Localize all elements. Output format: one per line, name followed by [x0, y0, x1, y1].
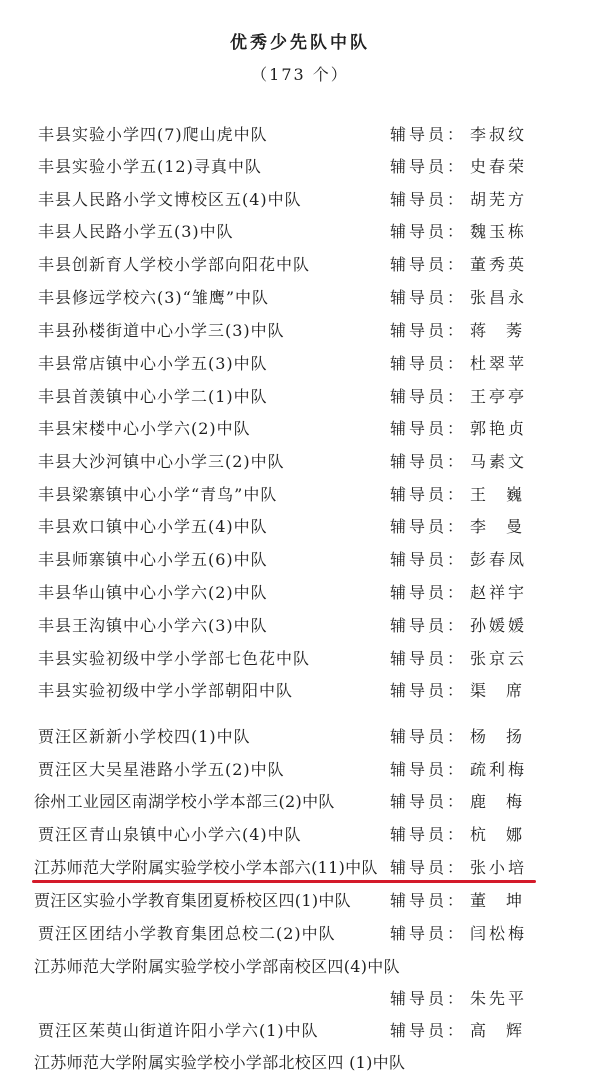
counselor-name: 张昌永 [470, 288, 528, 307]
unit-name: 徐州工业园区南湖学校小学本部三(2)中队 [34, 792, 335, 811]
list-item [0, 219, 600, 245]
counselor-label: 辅导员： [390, 989, 467, 1008]
counselor-name: 杜翠苹 [470, 354, 528, 373]
list-item [0, 646, 600, 672]
list-item [0, 1050, 600, 1076]
counselor-name: 杭娜 [470, 825, 543, 844]
counselor-name: 王亭亭 [470, 387, 528, 406]
unit-name: 贾汪区团结小学教育集团总校二(2)中队 [38, 924, 336, 943]
counselor-label: 辅导员： [390, 419, 467, 438]
counselor-name: 高辉 [470, 1021, 543, 1040]
unit-name: 丰县师寨镇中心小学五(6)中队 [38, 550, 268, 569]
list-item [0, 547, 600, 573]
list-item [0, 986, 600, 1012]
list-item [0, 954, 600, 980]
counselor-name: 渠席 [470, 681, 543, 700]
unit-name: 江苏师范大学附属实验学校小学本部六(11)中队 [34, 858, 378, 877]
counselor-name: 魏玉栋 [470, 222, 528, 241]
counselor-name: 闫松梅 [470, 924, 528, 943]
list-item [0, 482, 600, 508]
counselor-label: 辅导员： [390, 924, 467, 943]
counselor-label: 辅导员： [390, 517, 467, 536]
list-item [0, 855, 600, 881]
counselor-label: 辅导员： [390, 321, 467, 340]
counselor-label: 辅导员： [390, 190, 467, 209]
unit-name: 贾汪区实验小学教育集团夏桥校区四(1)中队 [34, 891, 351, 910]
unit-name: 江苏师范大学附属实验学校小学部北校区四 (1)中队 [34, 1053, 406, 1072]
counselor-label: 辅导员： [390, 255, 467, 274]
counselor-name: 赵祥宇 [470, 583, 528, 602]
counselor-label: 辅导员： [390, 727, 467, 746]
counselor-name: 董秀英 [470, 255, 528, 274]
unit-name: 丰县首羡镇中心小学二(1)中队 [38, 387, 268, 406]
counselor-name: 郭艳贞 [470, 419, 528, 438]
award-count: （173 个） [251, 65, 349, 84]
counselor-label: 辅导员： [390, 452, 467, 471]
counselor-name: 彭春凤 [470, 550, 528, 569]
unit-name: 丰县创新育人学校小学部向阳花中队 [38, 255, 311, 274]
unit-name: 丰县梁寨镇中心小学“青鸟”中队 [38, 485, 278, 504]
counselor-label: 辅导员： [390, 760, 467, 779]
unit-name: 丰县孙楼街道中心小学三(3)中队 [38, 321, 285, 340]
list-item [0, 318, 600, 344]
counselor-label: 辅导员： [390, 1021, 467, 1040]
list-item [0, 613, 600, 639]
list-item [0, 514, 600, 540]
counselor-name: 张京云 [470, 649, 528, 668]
counselor-name: 孙媛媛 [470, 616, 528, 635]
counselor-name: 李叔纹 [470, 125, 528, 144]
unit-name: 江苏师范大学附属实验学校小学部南校区四(4)中队 [34, 957, 400, 976]
list-item [0, 449, 600, 475]
counselor-name: 马素文 [470, 452, 528, 471]
list-item [0, 351, 600, 377]
list-item [0, 789, 600, 815]
unit-name: 丰县大沙河镇中心小学三(2)中队 [38, 452, 285, 471]
unit-name: 丰县实验初级中学小学部七色花中队 [38, 649, 311, 668]
list-item [0, 154, 600, 180]
list-item [0, 921, 600, 947]
counselor-name: 张小培 [470, 858, 528, 877]
counselor-name: 董坤 [470, 891, 543, 910]
counselor-label: 辅导员： [390, 125, 467, 144]
list-item [0, 678, 600, 704]
counselor-label: 辅导员： [390, 891, 467, 910]
unit-name: 丰县常店镇中心小学五(3)中队 [38, 354, 268, 373]
unit-name: 丰县王沟镇中心小学六(3)中队 [38, 616, 268, 635]
unit-name: 贾汪区大吴星港路小学五(2)中队 [38, 760, 285, 779]
counselor-label: 辅导员： [390, 858, 467, 877]
list-item [0, 416, 600, 442]
unit-name: 丰县宋楼中心小学六(2)中队 [38, 419, 251, 438]
counselor-name: 杨扬 [470, 727, 543, 746]
counselor-name: 朱先平 [470, 989, 528, 1008]
page-title: 优秀少先队中队 [230, 33, 370, 53]
list-item [0, 187, 600, 213]
list-item [0, 888, 600, 914]
unit-name: 贾汪区茱萸山街道许阳小学六(1)中队 [38, 1021, 319, 1040]
list-item [0, 285, 600, 311]
unit-name: 贾汪区新新小学校四(1)中队 [38, 727, 251, 746]
counselor-name: 李曼 [470, 517, 543, 536]
list-item [0, 724, 600, 750]
list-item [0, 384, 600, 410]
counselor-label: 辅导员： [390, 792, 467, 811]
unit-name: 丰县实验小学四(7)爬山虎中队 [38, 125, 268, 144]
counselor-label: 辅导员： [390, 288, 467, 307]
red-underline-highlight [32, 880, 536, 883]
counselor-name: 蒋莠 [470, 321, 543, 340]
list-item [0, 252, 600, 278]
unit-name: 丰县人民路小学五(3)中队 [38, 222, 234, 241]
list-item [0, 580, 600, 606]
counselor-name: 胡芜方 [470, 190, 528, 209]
counselor-label: 辅导员： [390, 616, 467, 635]
counselor-label: 辅导员： [390, 550, 467, 569]
counselor-name: 疏利梅 [470, 760, 528, 779]
unit-name: 丰县华山镇中心小学六(2)中队 [38, 583, 268, 602]
list-item [0, 757, 600, 783]
counselor-label: 辅导员： [390, 354, 467, 373]
counselor-label: 辅导员： [390, 387, 467, 406]
unit-name: 贾汪区青山泉镇中心小学六(4)中队 [38, 825, 302, 844]
counselor-name: 鹿梅 [470, 792, 543, 811]
unit-name: 丰县实验初级中学小学部朝阳中队 [38, 681, 294, 700]
counselor-label: 辅导员： [390, 222, 467, 241]
list-item [0, 1018, 600, 1044]
counselor-label: 辅导员： [390, 157, 467, 176]
counselor-label: 辅导员： [390, 649, 467, 668]
counselor-name: 王巍 [470, 485, 543, 504]
counselor-name: 史春荣 [470, 157, 528, 176]
list-item [0, 822, 600, 848]
unit-name: 丰县欢口镇中心小学五(4)中队 [38, 517, 268, 536]
list-item [0, 122, 600, 148]
unit-name: 丰县人民路小学文博校区五(4)中队 [38, 190, 302, 209]
counselor-label: 辅导员： [390, 583, 467, 602]
counselor-label: 辅导员： [390, 485, 467, 504]
counselor-label: 辅导员： [390, 681, 467, 700]
unit-name: 丰县实验小学五(12)寻真中队 [38, 157, 262, 176]
counselor-label: 辅导员： [390, 825, 467, 844]
unit-name: 丰县修远学校六(3)“雏鹰”中队 [38, 288, 270, 307]
